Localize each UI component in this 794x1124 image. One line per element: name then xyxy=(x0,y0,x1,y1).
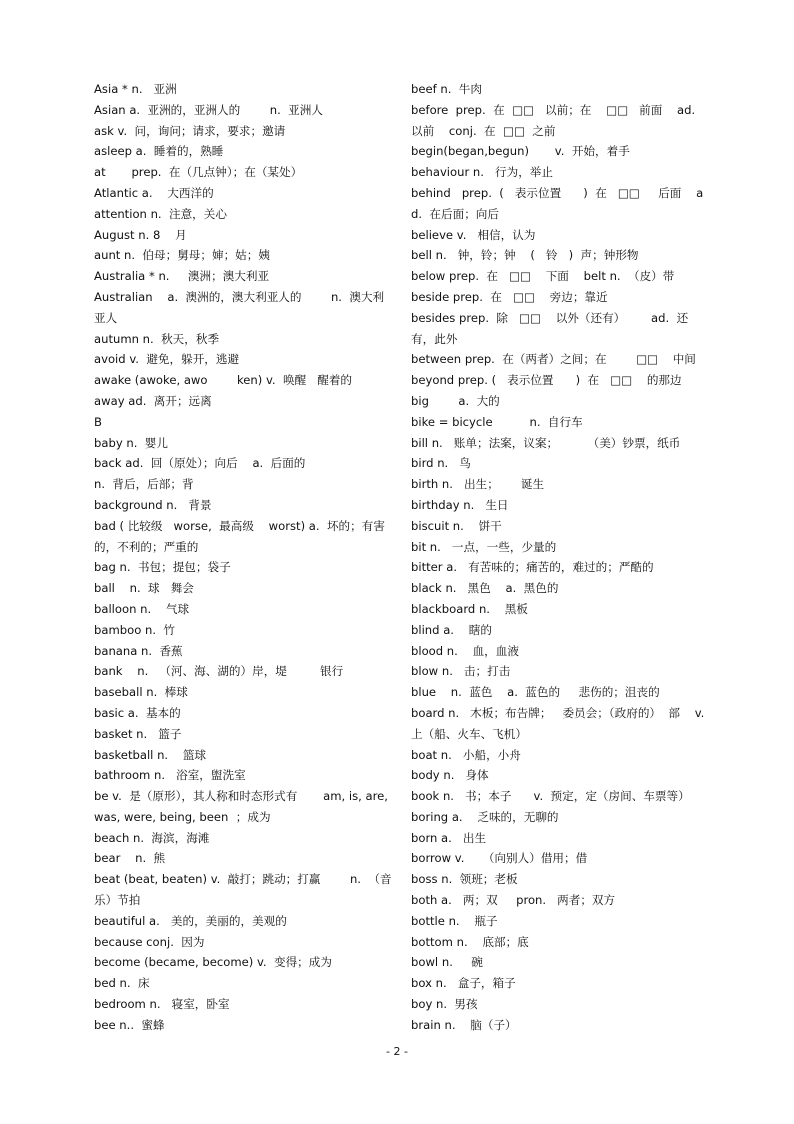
vocab-entry: bad ( 比较级 worse, 最高级 worst) a. 坏的；有害的，不利的；严重的 xyxy=(94,518,385,554)
vocab-entry: Australian a. 澳洲的，澳大利亚人的 n. 澳大利亚人 xyxy=(94,289,385,325)
vocab-entry: boat n. 小船，小舟 xyxy=(411,747,521,762)
left-column xyxy=(94,79,394,1036)
vocab-entry: basic a. 基本的 xyxy=(94,705,181,720)
vocab-entry: beat (beat, beaten) v. 敲打；跳动；打赢 n. （音乐）节拍 xyxy=(94,872,392,908)
vocab-entry: Asia * n. 亚洲 xyxy=(94,82,177,96)
vocab-entry: both a. 两；双 pron. 两者；双方 xyxy=(411,893,616,908)
vocab-entry: basketball n. 篮球 xyxy=(94,747,207,762)
vocab-entry: black n. 黑色 a. 黑色的 xyxy=(411,581,559,596)
vocab-entry: besides prep. 除 □□ 以外（还有） ad. 还有，此外 xyxy=(411,310,689,346)
vocab-entry: brain n. 脑（子） xyxy=(411,1017,517,1032)
vocab-entry: bank n. （河、海、湖的）岸，堤 银行 xyxy=(94,664,344,679)
vocab-entry: bathroom n. 浴室，盥洗室 xyxy=(94,768,246,783)
vocab-entry: Atlantic a. 大西洋的 xyxy=(94,185,214,200)
vocab-entry: because conj. 因为 xyxy=(94,934,205,949)
vocab-entry: boring a. 乏味的，无聊的 xyxy=(411,809,559,824)
vocab-entry: birthday n. 生日 xyxy=(411,497,509,512)
vocab-entry: bottle n. 瓶子 xyxy=(411,913,498,928)
vocab-entry: before prep. 在 □□ 以前；在 □□ 前面 ad. 以前 conj. 在 □□ 之前 xyxy=(411,102,703,138)
page-number: - 2 - xyxy=(386,1045,408,1058)
vocab-entry: be v. 是（原形），其人称和时态形式有 am, is, are, was, were, being, been ；成为 xyxy=(94,789,392,824)
vocab-entry: blind a. 瞎的 xyxy=(411,622,492,637)
vocab-entry: n. 背后，后部；背 xyxy=(94,477,194,492)
vocab-entry: box n. 盒子，箱子 xyxy=(411,976,516,991)
vocab-entry: balloon n. 气球 xyxy=(94,601,190,616)
vocab-entry: banana n. 香蕉 xyxy=(94,643,183,658)
vocab-entry: bird n. 鸟 xyxy=(411,456,471,471)
vocab-entry: awake (awoke, awo ken) v. 唤醒 醒着的 xyxy=(94,373,353,388)
vocab-entry: back ad. 回（原处）；向后 a. 后面的 xyxy=(94,456,306,471)
vocab-entry: blood n. 血，血液 xyxy=(411,643,519,658)
vocab-entry: ball n. 球 舞会 xyxy=(94,581,194,596)
vocab-entry: book n. 书；本子 v. 预定，定（房间、车票等） xyxy=(411,789,690,804)
vocab-entry: bed n. 床 xyxy=(94,976,150,991)
vocab-entry: big a. 大的 xyxy=(411,393,500,408)
vocab-entry: borrow v. （向别人）借用；借 xyxy=(411,851,588,866)
vocab-entry: bit n. 一点，一些，少量的 xyxy=(411,539,557,554)
vocab-entry: baseball n. 棒球 xyxy=(94,685,188,700)
vocab-entry: avoid v. 避免，躲开，逃避 xyxy=(94,352,240,367)
vocab-entry: below prep. 在 □□ 下面 belt n. （皮）带 xyxy=(411,269,675,284)
vocab-entry: beef n. 牛肉 xyxy=(411,82,482,96)
vocab-entry: Australia * n. 澳洲；澳大利亚 xyxy=(94,269,270,284)
vocab-entry: behind prep. ( 表示位置 ) 在 □□ 后面 ad. 在后面；向后 xyxy=(411,185,704,221)
vocab-entry: between prep. 在（两者）之间；在 □□ 中间 xyxy=(411,352,696,367)
vocab-entry: boss n. 领班；老板 xyxy=(411,872,518,887)
vocab-entry: bowl n. 碗 xyxy=(411,955,483,970)
vocab-entry: bedroom n. 寝室，卧室 xyxy=(94,997,230,1012)
vocab-entry: August n. 8 月 xyxy=(94,227,187,242)
vocab-entry: attention n. 注意，关心 xyxy=(94,206,227,221)
vocab-entry: blackboard n. 黑板 xyxy=(411,601,528,616)
vocab-entry: background n. 背景 xyxy=(94,497,212,512)
vocab-entry: behaviour n. 行为，举止 xyxy=(411,165,553,180)
vocab-entry: beach n. 海滨，海滩 xyxy=(94,830,210,845)
vocab-entry: begin(began,begun) v. 开始，着手 xyxy=(411,144,630,159)
vocab-entry: boy n. 男孩 xyxy=(411,997,478,1012)
vocab-entry: bottom n. 底部；底 xyxy=(411,934,529,949)
vocab-entry: asleep a. 睡着的，熟睡 xyxy=(94,144,224,159)
vocab-entry: become (became, become) v. 变得；成为 xyxy=(94,955,332,970)
vocab-entry: at prep. 在（几点钟）；在（某处） xyxy=(94,165,303,180)
vocab-entry: aunt n. 伯母；舅母；婶；姑；姨 xyxy=(94,248,270,263)
vocab-entry: baby n. 婴儿 xyxy=(94,435,168,450)
vocab-entry: beside prep. 在 □□ 旁边；靠近 xyxy=(411,289,608,304)
vocab-entry: believe v. 相信，认为 xyxy=(411,227,536,242)
vocab-entry: beautiful a. 美的，美丽的，美观的 xyxy=(94,913,287,928)
vocab-entry: basket n. 篮子 xyxy=(94,726,182,741)
vocab-entry: biscuit n. 饼干 xyxy=(411,518,502,533)
vocab-entry: blow n. 击；打击 xyxy=(411,664,511,679)
right-column xyxy=(411,79,712,1036)
vocab-entry: bike = bicycle n. 自行车 xyxy=(411,414,583,429)
vocab-entry: Asian a. 亚洲的，亚洲人的 n. 亚洲人 xyxy=(94,102,323,117)
vocab-entry: board n. 木板；布告牌； 委员会；（政府的） 部 v. 上（船、火车、飞机） xyxy=(411,705,712,741)
vocab-entry: B xyxy=(94,414,102,429)
vocab-entry: blue n. 蓝色 a. 蓝色的 悲伤的；沮丧的 xyxy=(411,685,660,700)
vocab-entry: away ad. 离开；远离 xyxy=(94,393,212,408)
vocab-entry: beyond prep. ( 表示位置 ) 在 □□ 的那边 xyxy=(411,373,682,388)
vocab-entry: birth n. 出生； 诞生 xyxy=(411,477,545,492)
vocab-entry: bill n. 账单；法案，议案； （美）钞票，纸币 xyxy=(411,435,681,450)
vocab-entry: bear n. 熊 xyxy=(94,851,166,866)
vocab-entry: body n. 身体 xyxy=(411,768,489,783)
vocab-entry: bag n. 书包；提包；袋子 xyxy=(94,560,231,575)
vocab-entry: ask v. 问，询问；请求，要求；邀请 xyxy=(94,123,286,138)
vocab-entry: bamboo n. 竹 xyxy=(94,622,175,637)
vocab-entry: bell n. 钟，铃；钟 ( 铃 ) 声；钟形物 xyxy=(411,248,639,263)
vocab-entry: bitter a. 有苦味的；痛苦的，难过的；严酷的 xyxy=(411,560,654,575)
vocab-entry: bee n.. 蜜蜂 xyxy=(94,1017,165,1032)
vocab-entry: born a. 出生 xyxy=(411,830,487,845)
vocab-entry: autumn n. 秋天，秋季 xyxy=(94,331,220,346)
